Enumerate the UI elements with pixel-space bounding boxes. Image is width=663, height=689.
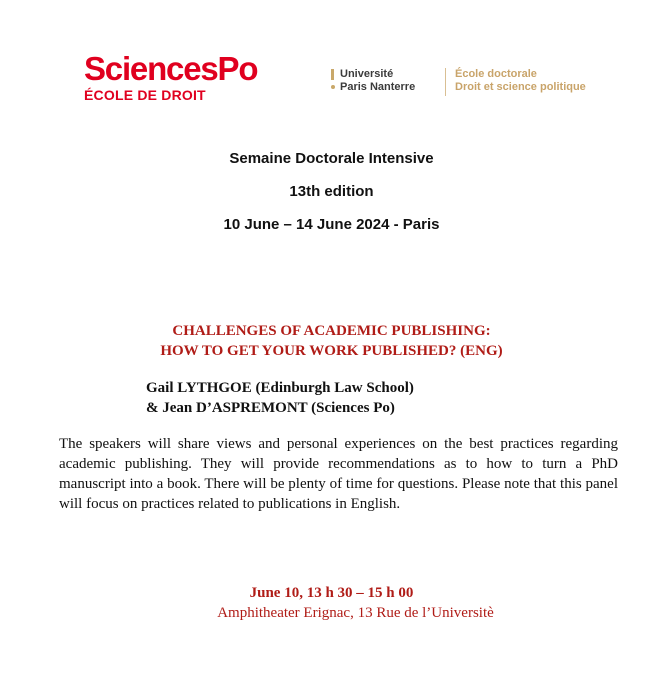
session-time: June 10, 13 h 30 – 15 h 00 bbox=[249, 585, 414, 601]
event-name: Semaine Doctorale Intensive bbox=[229, 150, 434, 167]
nanterre-line2: Paris Nanterre bbox=[340, 81, 416, 93]
speaker-1: Gail LYTHGOE (Edinburgh Law School) bbox=[146, 380, 414, 396]
nanterre-bar-icon bbox=[331, 69, 334, 80]
nanterre-logo bbox=[331, 68, 415, 94]
session-title-line1: CHALLENGES OF ACADEMIC PUBLISHING: bbox=[172, 323, 491, 339]
nanterre-line1: Université bbox=[340, 68, 394, 80]
sciencespo-name: SciencesPo bbox=[84, 50, 258, 87]
logo-divider bbox=[445, 68, 446, 96]
event-dates: 10 June – 14 June 2024 - Paris bbox=[223, 216, 440, 233]
sciencespo-logo bbox=[84, 52, 257, 103]
sciencespo-school: ÉCOLE DE DROIT bbox=[84, 87, 206, 103]
speaker-2: & Jean D’ASPREMONT (Sciences Po) bbox=[146, 400, 395, 416]
edition: 13th edition bbox=[289, 183, 374, 200]
session-place: Amphitheater Erignac, 13 Rue de l’Universitè bbox=[217, 605, 494, 621]
session-title-line2: HOW TO GET YOUR WORK PUBLISHED? (ENG) bbox=[160, 343, 503, 359]
session-description: The speakers will share views and personal experiences on the best practices regarding academic publishing. They will provide recommendations as to how to turn a PhD manuscript into a book. There will be plenty of time for questions. Please note that this panel will focus on practices related to publications in English. bbox=[59, 436, 618, 512]
ecole-line2: Droit et science politique bbox=[455, 81, 586, 93]
ecole-line1: École doctorale bbox=[455, 68, 537, 80]
nanterre-dot-icon bbox=[331, 85, 335, 89]
ecole-doctorale-logo bbox=[455, 68, 586, 94]
